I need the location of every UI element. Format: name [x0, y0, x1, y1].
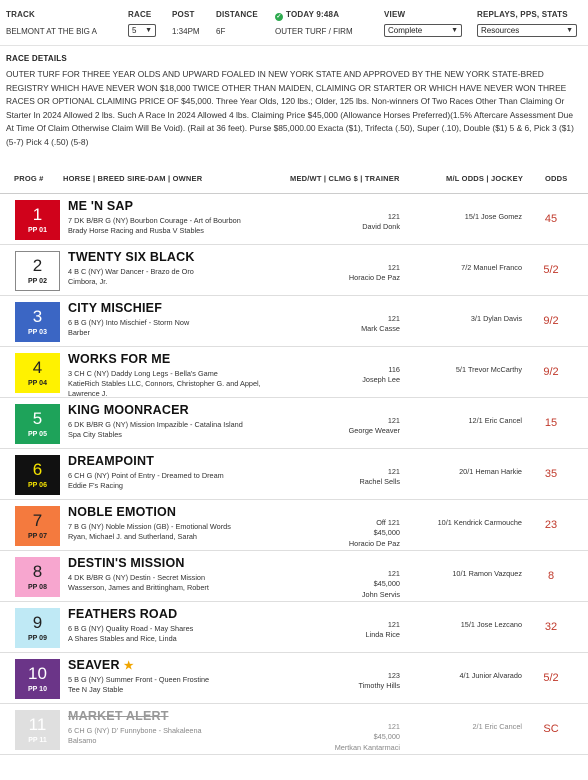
entry-row[interactable]	[0, 653, 588, 704]
jockey-name: Manuel Franco	[473, 262, 522, 272]
horse-name[interactable]	[68, 454, 154, 468]
post-label: POST	[172, 10, 195, 19]
horse-name[interactable]	[68, 250, 195, 264]
ml-odds-jockey	[465, 212, 522, 223]
live-odds: 9/2	[543, 314, 559, 327]
program-number-box	[15, 659, 60, 699]
horse-name[interactable]	[68, 556, 185, 570]
jockey-name: Eric Cancel	[484, 415, 522, 425]
jockey-name: Jose Lezcano	[476, 619, 522, 629]
horse-name-text: MARKET ALERT	[68, 708, 169, 723]
med-weight-trainer	[362, 569, 400, 601]
ml-odds: 20/1	[459, 466, 474, 476]
post-position: PP 10	[28, 685, 47, 693]
trainer-name: Joseph Lee	[362, 375, 400, 385]
trainer-name: John Servis	[361, 589, 400, 599]
chevron-down-icon: ▼	[145, 27, 152, 34]
program-number: 8	[32, 561, 43, 581]
post-position: PP 09	[28, 634, 47, 642]
program-number-box	[15, 608, 60, 648]
trainer-name: George Weaver	[348, 426, 400, 436]
entry-row[interactable]	[0, 194, 588, 245]
med-weight-trainer	[359, 467, 400, 488]
jockey-name: Jose Gomez	[481, 211, 522, 221]
program-number: 3	[32, 306, 43, 326]
program-number-box	[15, 302, 60, 342]
entry-row[interactable]	[0, 347, 588, 398]
horse-name[interactable]	[68, 505, 176, 519]
horse-name-text: FEATHERS ROAD	[68, 606, 178, 621]
ml-odds-jockey	[452, 569, 522, 580]
race-conditions-text: OUTER TURF FOR THREE YEAR OLDS AND UPWARD FOALED IN NEW YORK STATE AND APPROVED BY THE NEW YORK STATE-BRED REGISTRY WHICH HAVE NEVER WON $18,000 TWICE OTHER THAN MAIDEN, CLAIMING OR STARTER OR WHICH HAVE NEVER WON THREE RACES OR OPTIONAL CLAIMING PRICE OF $45,000. Three Year Olds, 120 lbs.; Older, 125 lbs. Non-winners Of Two Races Other Than Claiming Or Starter In 2024 Allowed 2 lbs. Such A Race In 2024 Allowed 4 lbs. Claiming Price $45,000 (Allowance Horses Preferred)(1.5% Aftercare Assessment Due At Time Of Claim Otherwise Claim Will Be Void). (Rail at 36 feet). Purse $85,000.00 Exacta ($1), Trifecta (.50), Super (.10), Double ($1) 5 & 6, Pick 3 ($1) (5-7) Pick 4 (.50) (5-8)	[6, 69, 574, 147]
program-number: 1	[32, 204, 43, 224]
horse-info: 7 DK B/BR G (NY) Bourbon Courage - Art of Bourbon Brady Horse Racing and Rusba V Stables	[68, 215, 241, 235]
ml-odds-jockey	[438, 518, 522, 529]
ml-odds-jockey	[473, 722, 523, 733]
jockey-name: Junior Alvarado	[471, 670, 522, 680]
program-number: 6	[32, 459, 43, 479]
med-weight: 121	[387, 415, 400, 425]
ml-odds: 4/1	[459, 670, 470, 680]
entries-table-header	[0, 160, 588, 194]
col-med-wt-trainer: MED/WT | CLMG $ | TRAINER	[290, 173, 400, 183]
med-weight: 116	[388, 364, 400, 374]
horse-info: 6 B G (NY) Quality Road - May Shares A Shares Stables and Rice, Linda	[68, 623, 194, 643]
post-position: PP 04	[28, 379, 47, 387]
jockey-name: Heman Harkie	[475, 466, 522, 476]
trainer-name: Horacio De Paz	[348, 273, 400, 283]
trainer-name: Timothy Hills	[358, 681, 400, 691]
live-odds: 45	[544, 212, 558, 225]
entry-row[interactable]	[0, 500, 588, 551]
horse-info: 3 CH C (NY) Daddy Long Legs - Bella's Game KatieRich Stables LLC, Connors, Christopher G. and Appel, Lawrence J.	[68, 368, 261, 398]
program-number-box	[15, 200, 60, 240]
post-position: PP 03	[28, 328, 47, 336]
post-position: PP 02	[28, 277, 47, 285]
entry-row[interactable]	[0, 602, 588, 653]
med-weight-trainer	[361, 314, 400, 335]
ml-odds: 3/1	[470, 313, 482, 323]
med-weight: 121	[387, 568, 400, 578]
race-select-value: 5	[132, 26, 137, 35]
distance-label: DISTANCE	[216, 10, 258, 19]
jockey-name: Trevor McCarthy	[467, 364, 522, 374]
entry-row[interactable]	[0, 704, 588, 755]
race-label: RACE	[128, 10, 152, 19]
view-select-value: Complete	[388, 26, 423, 35]
ml-odds-jockey	[468, 416, 522, 427]
program-number-box	[15, 455, 60, 495]
trainer-name: Mark Casse	[361, 324, 400, 334]
track-name: BELMONT AT THE BIG A	[6, 27, 97, 36]
ml-odds: 10/1	[452, 568, 467, 578]
program-number-box	[15, 710, 60, 750]
live-odds: 9/2	[543, 365, 559, 378]
med-weight: 121	[387, 619, 400, 629]
program-number: 2	[32, 255, 43, 275]
ml-odds: 12/1	[468, 415, 483, 425]
horse-info: 5 B G (NY) Summer Front - Queen Frostine Tee N Jay Stable	[68, 674, 210, 694]
star-icon: ★	[123, 659, 134, 672]
post-time: 1:34PM	[172, 27, 200, 36]
jockey-name: Eric Cancel	[484, 721, 522, 731]
horse-name-text: KING MOONRACER	[68, 402, 189, 417]
horse-name-text: ME 'N SAP	[68, 198, 134, 213]
race-select[interactable]	[128, 24, 156, 37]
view-select[interactable]	[384, 24, 462, 37]
med-weight: 121	[387, 211, 400, 221]
trainer-name: Linda Rice	[365, 630, 400, 640]
jockey-name: Ramon Vazquez	[468, 568, 522, 578]
col-prog: PROG #	[14, 173, 44, 183]
program-number: 5	[32, 408, 43, 428]
med-weight: 121	[387, 721, 400, 731]
horse-info: 4 DK B/BR G (NY) Destin - Secret Mission Wasserson, James and Brittingham, Robert	[68, 572, 209, 592]
horse-name-text: CITY MISCHIEF	[68, 300, 163, 315]
med-weight-trainer	[349, 263, 400, 284]
med-weight: 121	[387, 262, 400, 272]
jockey-name: Kendrick Carmouche	[453, 517, 522, 527]
horse-name[interactable]	[68, 607, 177, 621]
entry-row[interactable]	[0, 551, 588, 602]
live-odds: 15	[544, 416, 558, 429]
med-weight-trainer	[362, 212, 400, 233]
trainer-name: Mertkan Kantarmaci	[334, 742, 400, 752]
horse-name[interactable]	[68, 658, 134, 672]
horse-info: 7 B G (NY) Noble Mission (GB) - Emotional Words Ryan, Michael J. and Sutherland, Sarah	[68, 521, 231, 541]
ml-odds: 15/1	[464, 211, 479, 221]
live-odds: 8	[547, 569, 555, 582]
med-weight: 123	[387, 670, 400, 680]
entry-row[interactable]	[0, 449, 588, 500]
col-ml-odds-jockey: M/L ODDS | JOCKEY	[446, 173, 524, 183]
trainer-name: Horacio De Paz	[348, 538, 400, 548]
horse-info: 6 CH G (NY) D' Funnybone - Shakaleena Balsamo	[68, 725, 202, 745]
med-weight: 121	[387, 466, 400, 476]
ml-odds: 15/1	[460, 619, 475, 629]
race-details	[0, 46, 588, 156]
chevron-down-icon: ▼	[451, 27, 458, 34]
chevron-down-icon: ▼	[566, 27, 573, 34]
claiming-price: $45,000	[373, 732, 400, 742]
med-weight-trainer	[335, 722, 400, 754]
col-horse: HORSE | BREED SIRE-DAM | OWNER	[63, 173, 203, 183]
ml-odds-jockey	[460, 671, 523, 682]
resources-select-value: Resources	[481, 26, 520, 35]
horse-info: 6 DK B/BR G (NY) Mission Impazible - Catalina Island Spa City Stables	[68, 419, 243, 439]
live-odds: 35	[544, 467, 558, 480]
jockey-name: Dylan Davis	[483, 313, 522, 323]
col-odds: ODDS	[545, 173, 568, 183]
entry-row[interactable]	[0, 398, 588, 449]
entry-row[interactable]	[0, 245, 588, 296]
horse-name-text: NOBLE EMOTION	[68, 504, 177, 519]
horse-name[interactable]	[68, 301, 162, 315]
ml-odds: 7/2	[461, 262, 472, 272]
track-label: TRACK	[6, 10, 35, 19]
horse-name-text: SEAVER	[68, 657, 120, 672]
race-details-title: RACE DETAILS	[6, 54, 67, 63]
horse-name-text: DESTIN'S MISSION	[68, 555, 185, 570]
live-odds: 5/2	[543, 671, 559, 684]
post-position: PP 06	[28, 481, 47, 489]
ml-odds-jockey	[461, 263, 522, 274]
program-number: 11	[28, 714, 47, 734]
resources-select[interactable]	[477, 24, 577, 37]
entry-row[interactable]	[0, 296, 588, 347]
med-weight-trainer	[349, 416, 400, 437]
horse-name-text: WORKS FOR ME	[68, 351, 171, 366]
live-odds: 23	[544, 518, 558, 531]
horse-name-text: DREAMPOINT	[68, 453, 155, 468]
med-weight-trainer	[362, 365, 400, 386]
horse-info: 4 B C (NY) War Dancer - Brazo de Oro Cimbora, Jr.	[68, 266, 194, 286]
horse-info: 6 B G (NY) Into Mischief - Storm Now Barber	[68, 317, 190, 337]
program-number: 10	[28, 663, 47, 683]
live-odds: SC	[543, 722, 559, 735]
horse-name[interactable]	[68, 199, 133, 213]
ml-odds-jockey	[459, 467, 522, 478]
entries-list	[0, 194, 588, 755]
trainer-name: David Donk	[362, 222, 400, 232]
view-label: VIEW	[384, 10, 406, 19]
horse-name-text: TWENTY SIX BLACK	[68, 249, 195, 264]
ml-odds-jockey	[471, 314, 522, 325]
claiming-price: $45,000	[373, 528, 400, 538]
horse-name[interactable]	[68, 709, 169, 723]
program-number-box	[15, 404, 60, 444]
med-weight-trainer	[349, 518, 400, 550]
distance-value: 6F	[216, 27, 226, 36]
med-weight-trainer	[366, 620, 400, 641]
post-position: PP 01	[28, 226, 47, 234]
check-circle-icon: ✓	[276, 14, 282, 20]
program-number: 7	[32, 510, 43, 530]
post-position: PP 11	[28, 736, 47, 744]
program-number-box	[15, 353, 60, 393]
post-position: PP 05	[28, 430, 47, 438]
post-position: PP 07	[28, 532, 47, 540]
claiming-price: $45,000	[373, 579, 400, 589]
horse-info: 6 CH G (NY) Point of Entry - Dreamed to Dream Eddie F's Racing	[68, 470, 224, 490]
ml-odds-jockey	[456, 365, 522, 376]
trainer-name: Rachel Sells	[359, 477, 400, 487]
program-number-box	[15, 557, 60, 597]
program-number-box	[15, 251, 60, 291]
ml-odds-jockey	[461, 620, 522, 631]
today-status	[275, 10, 339, 21]
program-number-box	[15, 506, 60, 546]
program-number: 9	[32, 612, 43, 632]
horse-name[interactable]	[68, 403, 189, 417]
med-weight: 121	[387, 313, 400, 323]
today-time: TODAY 9:48A	[286, 10, 340, 19]
replays-label: REPLAYS, PPS, STATS	[477, 10, 568, 19]
med-weight-trainer	[359, 671, 401, 692]
ml-odds: 2/1	[472, 721, 483, 731]
med-weight: Off 121	[376, 517, 400, 527]
program-number: 4	[32, 357, 43, 377]
race-header	[0, 0, 588, 46]
surface-value: OUTER TURF / FIRM	[275, 27, 353, 36]
live-odds: 5/2	[543, 263, 559, 276]
ml-odds: 10/1	[437, 517, 452, 527]
post-position: PP 08	[28, 583, 47, 591]
live-odds: 32	[544, 620, 558, 633]
ml-odds: 5/1	[455, 364, 467, 374]
horse-name[interactable]	[68, 352, 170, 366]
